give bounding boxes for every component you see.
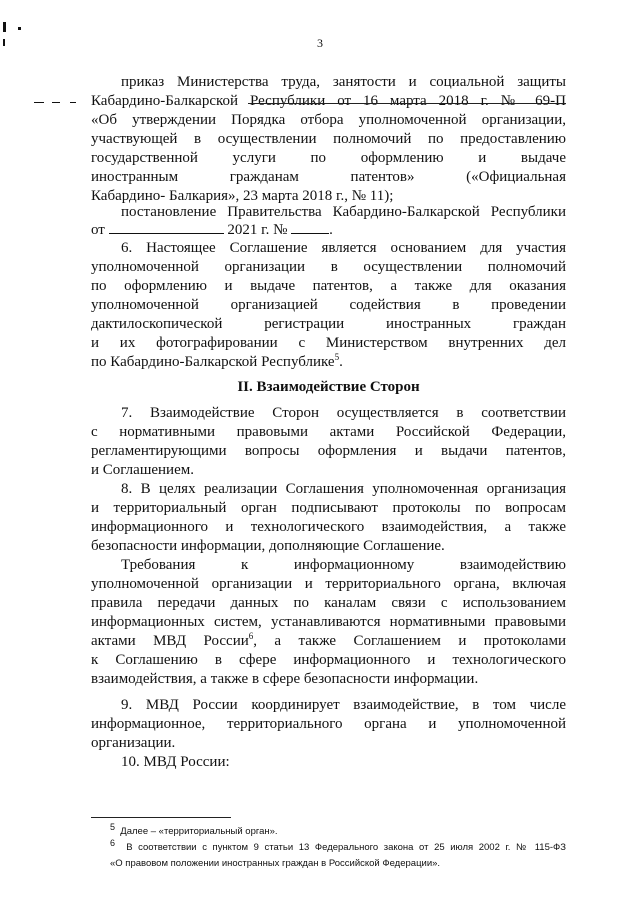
- scan-artifact: [70, 102, 76, 103]
- date-blank: [109, 221, 224, 234]
- footnote: $^6$ В соответствии с пунктом 9 статьи 13 Федерального закона от 25 июля 2002 г. № 115-ФЗ: [110, 837, 566, 853]
- text-line: и Соглашением.: [91, 462, 194, 478]
- text-line: организации.: [91, 735, 176, 751]
- text-line: с нормативными правовыми актами Российской Федерации,: [91, 424, 566, 440]
- footnote: «О правовом положении иностранных граждан в Российской Федерации».: [110, 858, 441, 869]
- text-line: безопасности информации, дополняющие Соглашение.: [91, 538, 445, 554]
- footnote-ref: 5: [334, 352, 340, 362]
- scan-artifact: [3, 22, 6, 32]
- text-line: регламентирующими вопросы оформления и выдачи патентов,: [91, 443, 566, 459]
- text-line: правила передачи данных по каналам связи с использованием: [91, 595, 566, 611]
- text-line: актами МВД России$^6$, а также Соглашением и протоколами: [91, 631, 566, 649]
- text-line: по Кабардино-Балкарской Республике$^5$.: [91, 352, 343, 370]
- text-line: дактилоскопической регистрации иностранных граждан: [91, 316, 566, 332]
- text-line: приказ Министерства труда, занятости и социальной защиты: [121, 74, 566, 90]
- footnote: $^5$ Далее – «территориальный орган».: [110, 821, 278, 837]
- text-line: взаимодействия, а также в сфере безопасности информации.: [91, 671, 479, 687]
- date-blank-line: от 2021 г. № .: [91, 222, 333, 238]
- scan-artifact: [34, 102, 44, 103]
- text-line: к Соглашению в сфере информационного и технологического: [91, 652, 566, 668]
- text-line: участвующей в осуществлении полномочий по предоставлению: [91, 131, 566, 147]
- text-line: Кабардино-Балкарской Республики от 16 марта 2018 г. № 69-П: [91, 93, 566, 109]
- text-line: информационных систем, устанавливаются нормативными правовыми: [91, 614, 566, 630]
- text-line: государственной услуги по оформлению и выдаче: [91, 150, 566, 166]
- text-line: 8. В целях реализации Соглашения уполномоченная организация: [121, 481, 566, 497]
- text-line: уполномоченной организацией содействия в проведении: [91, 297, 566, 313]
- footnote-separator: [91, 817, 231, 818]
- text-line: «Об утверждении Порядка отбора уполномоченной организации,: [91, 112, 566, 128]
- text-line: по оформлению и выдаче патентов, а также для оказания: [91, 278, 566, 294]
- date-prefix: от: [91, 222, 105, 238]
- text-line: постановление Правительства Кабардино-Балкарской Республики: [121, 204, 566, 220]
- number-blank: [291, 221, 329, 234]
- text-line: и территориальный орган подписывают протоколы по вопросам: [91, 500, 566, 516]
- text-line: 7. Взаимодействие Сторон осуществляется в соответствии: [121, 405, 566, 421]
- text-line: 9. МВД России координирует взаимодействие, в том числе: [121, 697, 566, 713]
- text-line: Кабардино- Балкария», 23 марта 2018 г., № 11);: [91, 188, 394, 204]
- page-number: 3: [317, 36, 323, 50]
- text-line: информационное, территориального органа и уполномоченной: [91, 716, 566, 732]
- footnote-mark: 5: [110, 821, 116, 832]
- text-line: уполномоченной организации в осуществлении полномочий: [91, 259, 566, 275]
- footnote-mark: 6: [110, 837, 116, 848]
- date-year: 2021 г. №: [227, 222, 288, 238]
- text-line: и их фотографировании с Министерством внутренних дел: [91, 335, 566, 351]
- text-line: 6. Настоящее Соглашение является основанием для участия: [121, 240, 566, 256]
- text-line: Требования к информационному взаимодействию: [121, 557, 566, 573]
- scan-artifact: [18, 27, 21, 30]
- footnote-ref: 6: [248, 631, 254, 641]
- strikethrough-line: [248, 103, 566, 104]
- scan-artifact: [52, 102, 60, 103]
- text-line: 10. МВД России:: [121, 754, 230, 770]
- text-line: уполномоченной организации и территориального органа, включая: [91, 576, 566, 592]
- section-heading: II. Взаимодействие Сторон: [237, 379, 420, 395]
- text-line: иностранным гражданам патентов» («Официальная: [91, 169, 566, 185]
- text-line: информационного и технологического взаимодействия, а также: [91, 519, 566, 535]
